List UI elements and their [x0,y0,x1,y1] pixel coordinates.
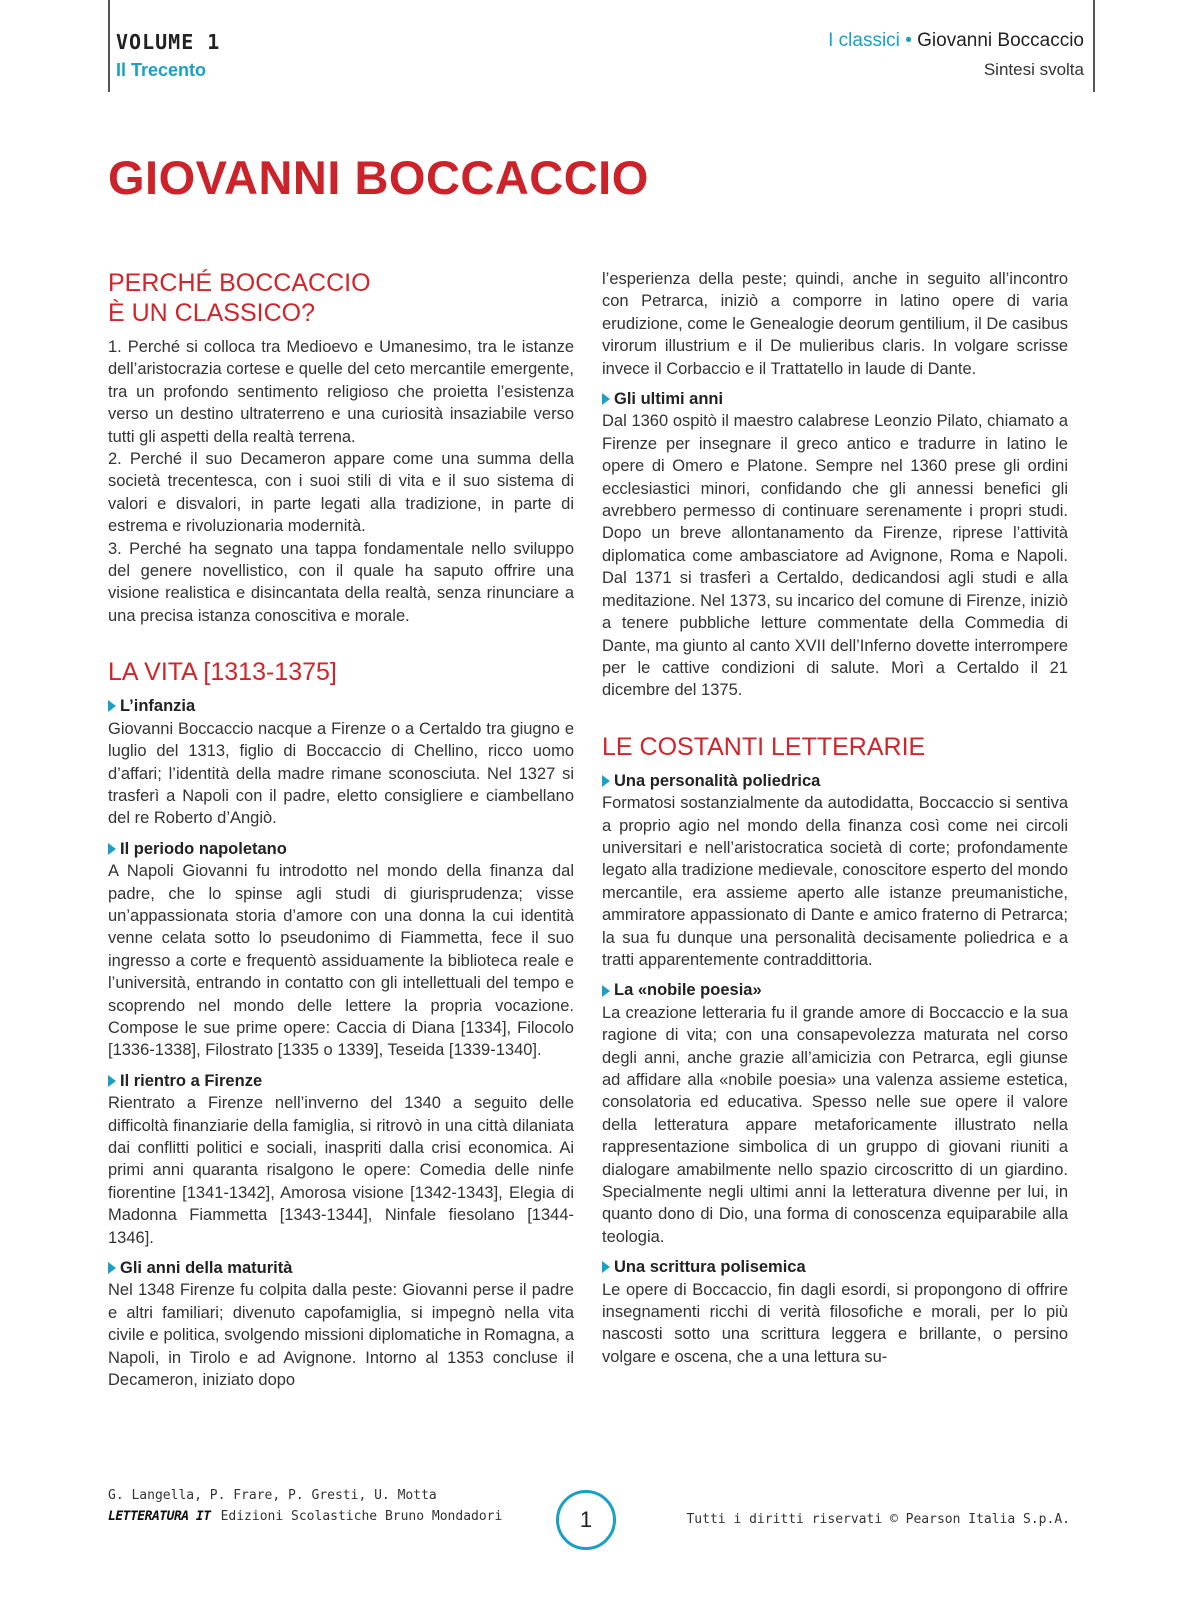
subheading-label: Gli ultimi anni [614,390,724,409]
triangle-bullet-icon [602,393,610,405]
triangle-bullet-icon [108,1075,116,1087]
subheading-naples [108,838,574,860]
paragraph-childhood: Giovanni Boccaccio nacque a Firenze o a Certaldo tra giugno e luglio del 1313, figlio di Boccaccio di Chellino, ricco uomo d’affari; l’identità della madre rimane sconosciuta. Nel 1327 si trasferì a Napoli con il padre, eletto consigliere e ciambellano del re Roberto d’Angiò. [108,719,574,828]
subheading-maturity [108,1257,574,1279]
section-title-line: PERCHÉ BOCCACCIO [108,269,371,297]
subheading-label: L’infanzia [120,697,196,716]
subheading-personality [602,770,1068,792]
header-author: Giovanni Boccaccio [917,30,1084,51]
paragraph-poetry: La creazione letteraria fu il grande amore di Boccaccio e la sua ragione di vita; con una consapevolezza maturata nel corso degli anni, anche grazie all’amicizia con Petrarca, egli giunse ad affidare alla «nobile poesia» una valenza assieme estetica, consolatoria ed educativa. Spesso nelle sue opere il valore della letteratura appare metaforicamente illustrato nella rappresentazione simbolica di un gruppo di giovani riuniti a dialogare amabilmente nello spazio circoscritto di un giardino. Specialmente negli ultimi anni la letteratura divenne per lui, in quanto dono di Dio, una forma di conoscenza equiparabile alla teologia. [602,1003,1068,1246]
left-column [108,268,574,1391]
period-label: Il Trecento [116,60,207,80]
triangle-bullet-icon [602,775,610,787]
subheading-label: Una scrittura polisemica [614,1258,806,1277]
paragraph-naples: A Napoli Giovanni fu introdotto nel mondo della finanza dal padre, che lo spinse agli studi di giurisprudenza; visse un’appassionata storia d’amore con una donna la cui identità venne celata sotto lo pseudonimo di Fiammetta, fece il suo ingresso a corte e frequentò assiduamente la biblioteca reale e l’università, entrando in contatto con gli intellettuali del tempo e scoprendo nel mondo delle lettere la propria vocazione. Compose le sue prime opere: Caccia di Diana [1334], Filocolo [1336-1338], Filostrato [1335 o 1339], Teseida [1339-1340]. [108,862,574,1060]
footer-authors: G. Langella, P. Frare, P. Gresti, U. Motta [108,1488,437,1503]
section-title-life: LA VITA [1313-1375] [108,658,337,687]
triangle-bullet-icon [108,700,116,712]
page-number: 1 [556,1490,616,1550]
subheading-label: Il rientro a Firenze [120,1071,263,1090]
header-right [828,30,1084,80]
right-margin-rule [1093,0,1095,92]
header-subtitle: Sintesi svolta [983,60,1084,79]
reason-2: 2. Perché il suo Decameron appare come una summa della società trecentesca, con i suoi stili di vita e il suo sistema di valori e disvalori, in parte legati alla tradizione, in parte di estrema e rivoluzionaria modernità. [108,450,574,536]
section-title-literary: LE COSTANTI LETTERARIE [602,732,926,761]
left-margin-rule [108,0,110,92]
subheading-poetry [602,979,1068,1001]
subheading-label: Una personalità poliedrica [614,771,821,790]
subheading-label: Il periodo napoletano [120,839,287,858]
footer-rights: Tutti i diritti riservati © Pearson Italia S.p.A. [686,1512,1070,1527]
subheading-return-florence [108,1070,574,1092]
header-separator: • [905,30,912,51]
paragraph-writing: Le opere di Boccaccio, fin dagli esordi, si propongono di offrire insegnamenti ricchi di verità filosofiche e morali, per lo più nascosti sotto una scrittura leggera e brillante, o persino volgare e oscena, che a una lettura su- [602,1280,1068,1366]
reason-3: 3. Perché ha segnato una tappa fondamentale nello sviluppo del genere novellistico, con il quale ha saputo offrire una visione realistica e disincantata della realtà, senza rinunciare a una precisa istanza conoscitiva e morale. [108,539,574,625]
page-title: GIOVANNI BOCCACCIO [108,151,649,204]
paragraph-maturity-cont: l’esperienza della peste; quindi, anche in seguito all’incontro con Petrarca, iniziò a comporre in latino opere di varia erudizione, come le Genealogie deorum gentilium, il De casibus virorum illustrium e il De mulieribus claris. In volgare scrisse invece il Corbaccio e il Trattatello in laude di Dante. [602,270,1068,378]
paragraph-maturity: Nel 1348 Firenze fu colpita dalla peste: Giovanni perse il padre e altri familiari; divenuto capofamiglia, si impegnò nella vita civile e politica, svolgendo missioni diplomatiche in Romagna, a Napoli, in Tirolo e ad Avignone. Intorno al 1353 concluse il Decameron, iniziato dopo [108,1281,574,1390]
triangle-bullet-icon [108,843,116,855]
footer-publisher-line [108,1509,502,1524]
series-line [828,30,1084,52]
subheading-last-years [602,388,1068,410]
series-label: I classici [828,30,900,51]
paragraph-personality: Formatosi sostanzialmente da autodidatta, Boccaccio si sentiva a proprio agio nel mondo della finanza così come nei circoli universitari e nell’aristocratica società di corte; profondamente legato alla tradizione medievale, conoscitore esperto del mondo mercantile, era assieme aperto alle istanze preumanistiche, ammiratore appassionato di Dante e amico fraterno di Petrarca; la sua fu dunque una personalità decisamente poliedrica e a tratti apparentemente contraddittoria. [602,794,1068,969]
subheading-childhood [108,695,574,717]
paragraph-last-years: Dal 1360 ospitò il maestro calabrese Leonzio Pilato, chiamato a Firenze per insegnare il greco antico e tradurre in latino le opere di Omero e Platone. Sempre nel 1360 prese gli ordini ecclesiastici minori, confidando che gli annessi benefici gli avrebbero permesso di continuare serenamente i propri studi. Dopo un breve allontanamento da Firenze, riprese l’attività diplomatica come ambasciatore ad Avignone, Roma e Napoli. Dal 1371 si trasferì a Certaldo, dedicandosi agli studi e alla meditazione. Nel 1373, su incarico del comune di Firenze, iniziò a tenere pubbliche letture commentate della Commedia di Dante, ma giunto al canto XVII dell’Inferno dovette interrompere per le cattive condizioni di salute. Morì a Certaldo il 21 dicembre del 1375. [602,412,1068,700]
triangle-bullet-icon [108,1262,116,1274]
publisher-logo: LETTERATURA IT [108,1509,211,1524]
subheading-label: Gli anni della maturità [120,1259,293,1278]
header-left [116,30,220,81]
section-title-line: È UN CLASSICO? [108,299,316,327]
reason-1: 1. Perché si colloca tra Medioevo e Umanesimo, tra le istanze dell’aristocrazia cortese e quelle del ceto mercantile emergente, tra un profondo sentimento religioso che proietta l’esistenza verso un destino ultraterreno e una curiosità insaziabile verso tutti gli aspetti della realtà terrena. [108,338,574,446]
subheading-label: La «nobile poesia» [614,981,762,1000]
subheading-writing [602,1256,1068,1278]
section-title-classic [108,268,574,328]
paragraph-return-florence: Rientrato a Firenze nell’inverno del 1340 a seguito delle difficoltà finanziarie della famiglia, si ritrovò in una città dilaniata dai conflitti politici e sociali, inaspriti dalla crisi economica. Ai primi anni quaranta risalgono le opere: Comedia delle ninfe fiorentine [1341-1342], Amorosa visione [1342-1343], Elegia di Madonna Fiammetta [1343-1344], Ninfale fiesolano [1344-1346]. [108,1094,574,1247]
right-column [602,268,1068,1368]
footer-publisher: Edizioni Scolastiche Bruno Mondadori [220,1509,503,1524]
volume-label: VOLUME 1 [116,30,221,54]
footer-credits [108,1488,502,1524]
triangle-bullet-icon [602,1261,610,1273]
triangle-bullet-icon [602,985,610,997]
